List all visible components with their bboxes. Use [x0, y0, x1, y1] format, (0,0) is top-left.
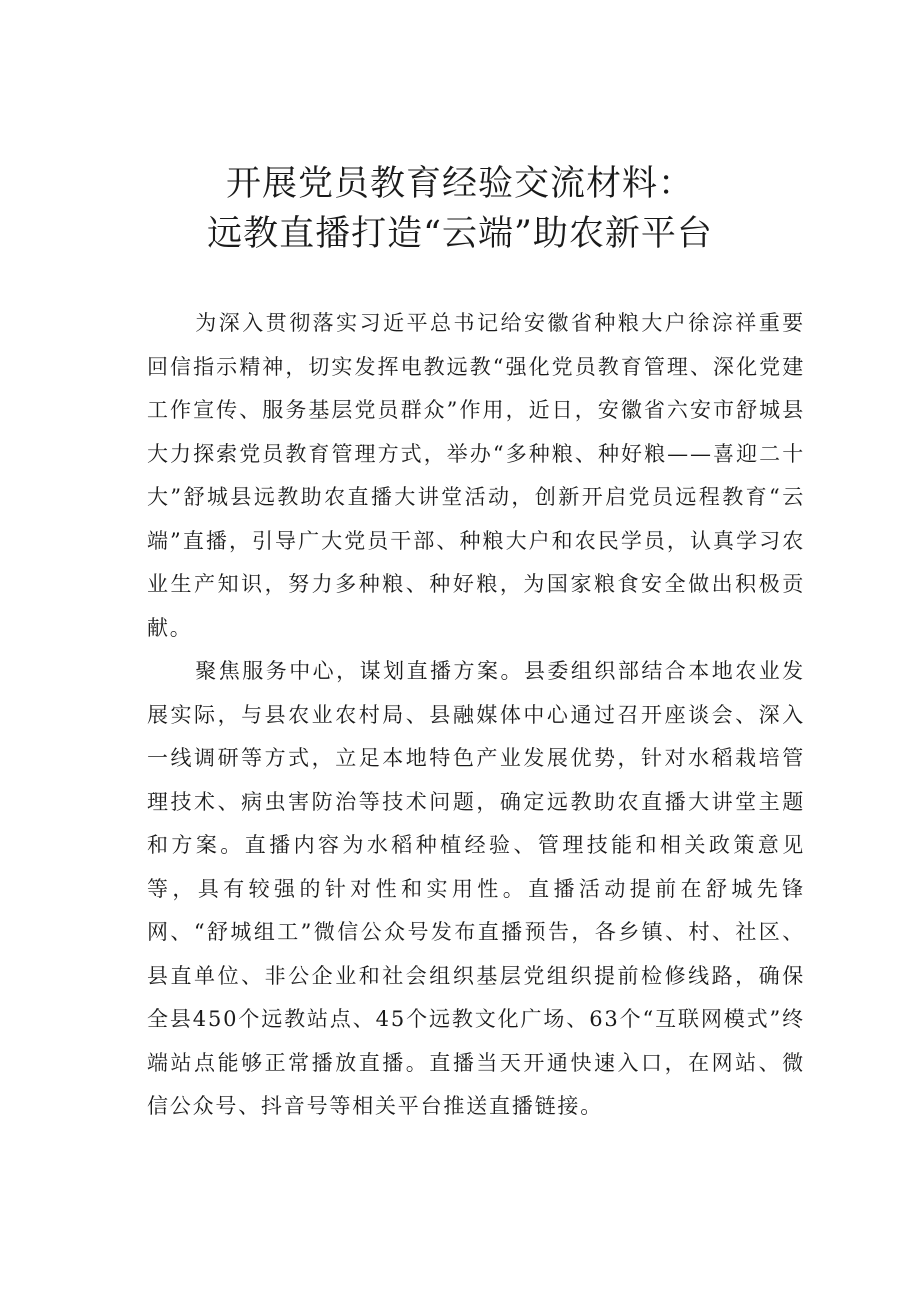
paragraph-1: 为深入贯彻落实习近平总书记给安徽省种粮大户徐淙祥重要回信指示精神，切实发挥电教远教“强化党员教育管理、深化党建工作宣传、服务基层党员群众”作用，近日，安徽省六安市舒城县大力探索党员教育管理方式，举办“多种粮、种好粮——喜迎二十大”舒城县远教助农直播大讲堂活动，创新开启党员远程教育“云端”直播，引导广大党员干部、种粮大户和农民学员，认真学习农业生产知识，努力多种粮、种好粮，为国家粮食安全做出积极贡献。	[147, 311, 805, 640]
paragraph-2: 聚焦服务中心，谋划直播方案。县委组织部结合本地农业发展实际，与县农业农村局、县融媒体中心通过召开座谈会、深入一线调研等方式，立足本地特色产业发展优势，针对水稻栽培管理技术、病虫害防治等技术问题，确定远教助农直播大讲堂主题和方案。直播内容为水稻种植经验、管理技能和相关政策意见等，具有较强的针对性和实用性。直播活动提前在舒城先锋网、“舒城组工”微信公众号发布直播预告，各乡镇、村、社区、县直单位、非公企业和社会组织基层党组织提前检修线路，确保全县450个远教站点、45个远教文化广场、63个“互联网模式”终端站点能够正常播放直播。直播当天开通快速入口，在网站、微信公众号、抖音号等相关平台推送直播链接。	[147, 659, 805, 1118]
document-body	[147, 302, 805, 1129]
document-title-line-1: 开展党员教育经验交流材料：	[225, 164, 694, 204]
document-title-line-2: 远教直播打造“云端”助农新平台	[207, 214, 713, 254]
